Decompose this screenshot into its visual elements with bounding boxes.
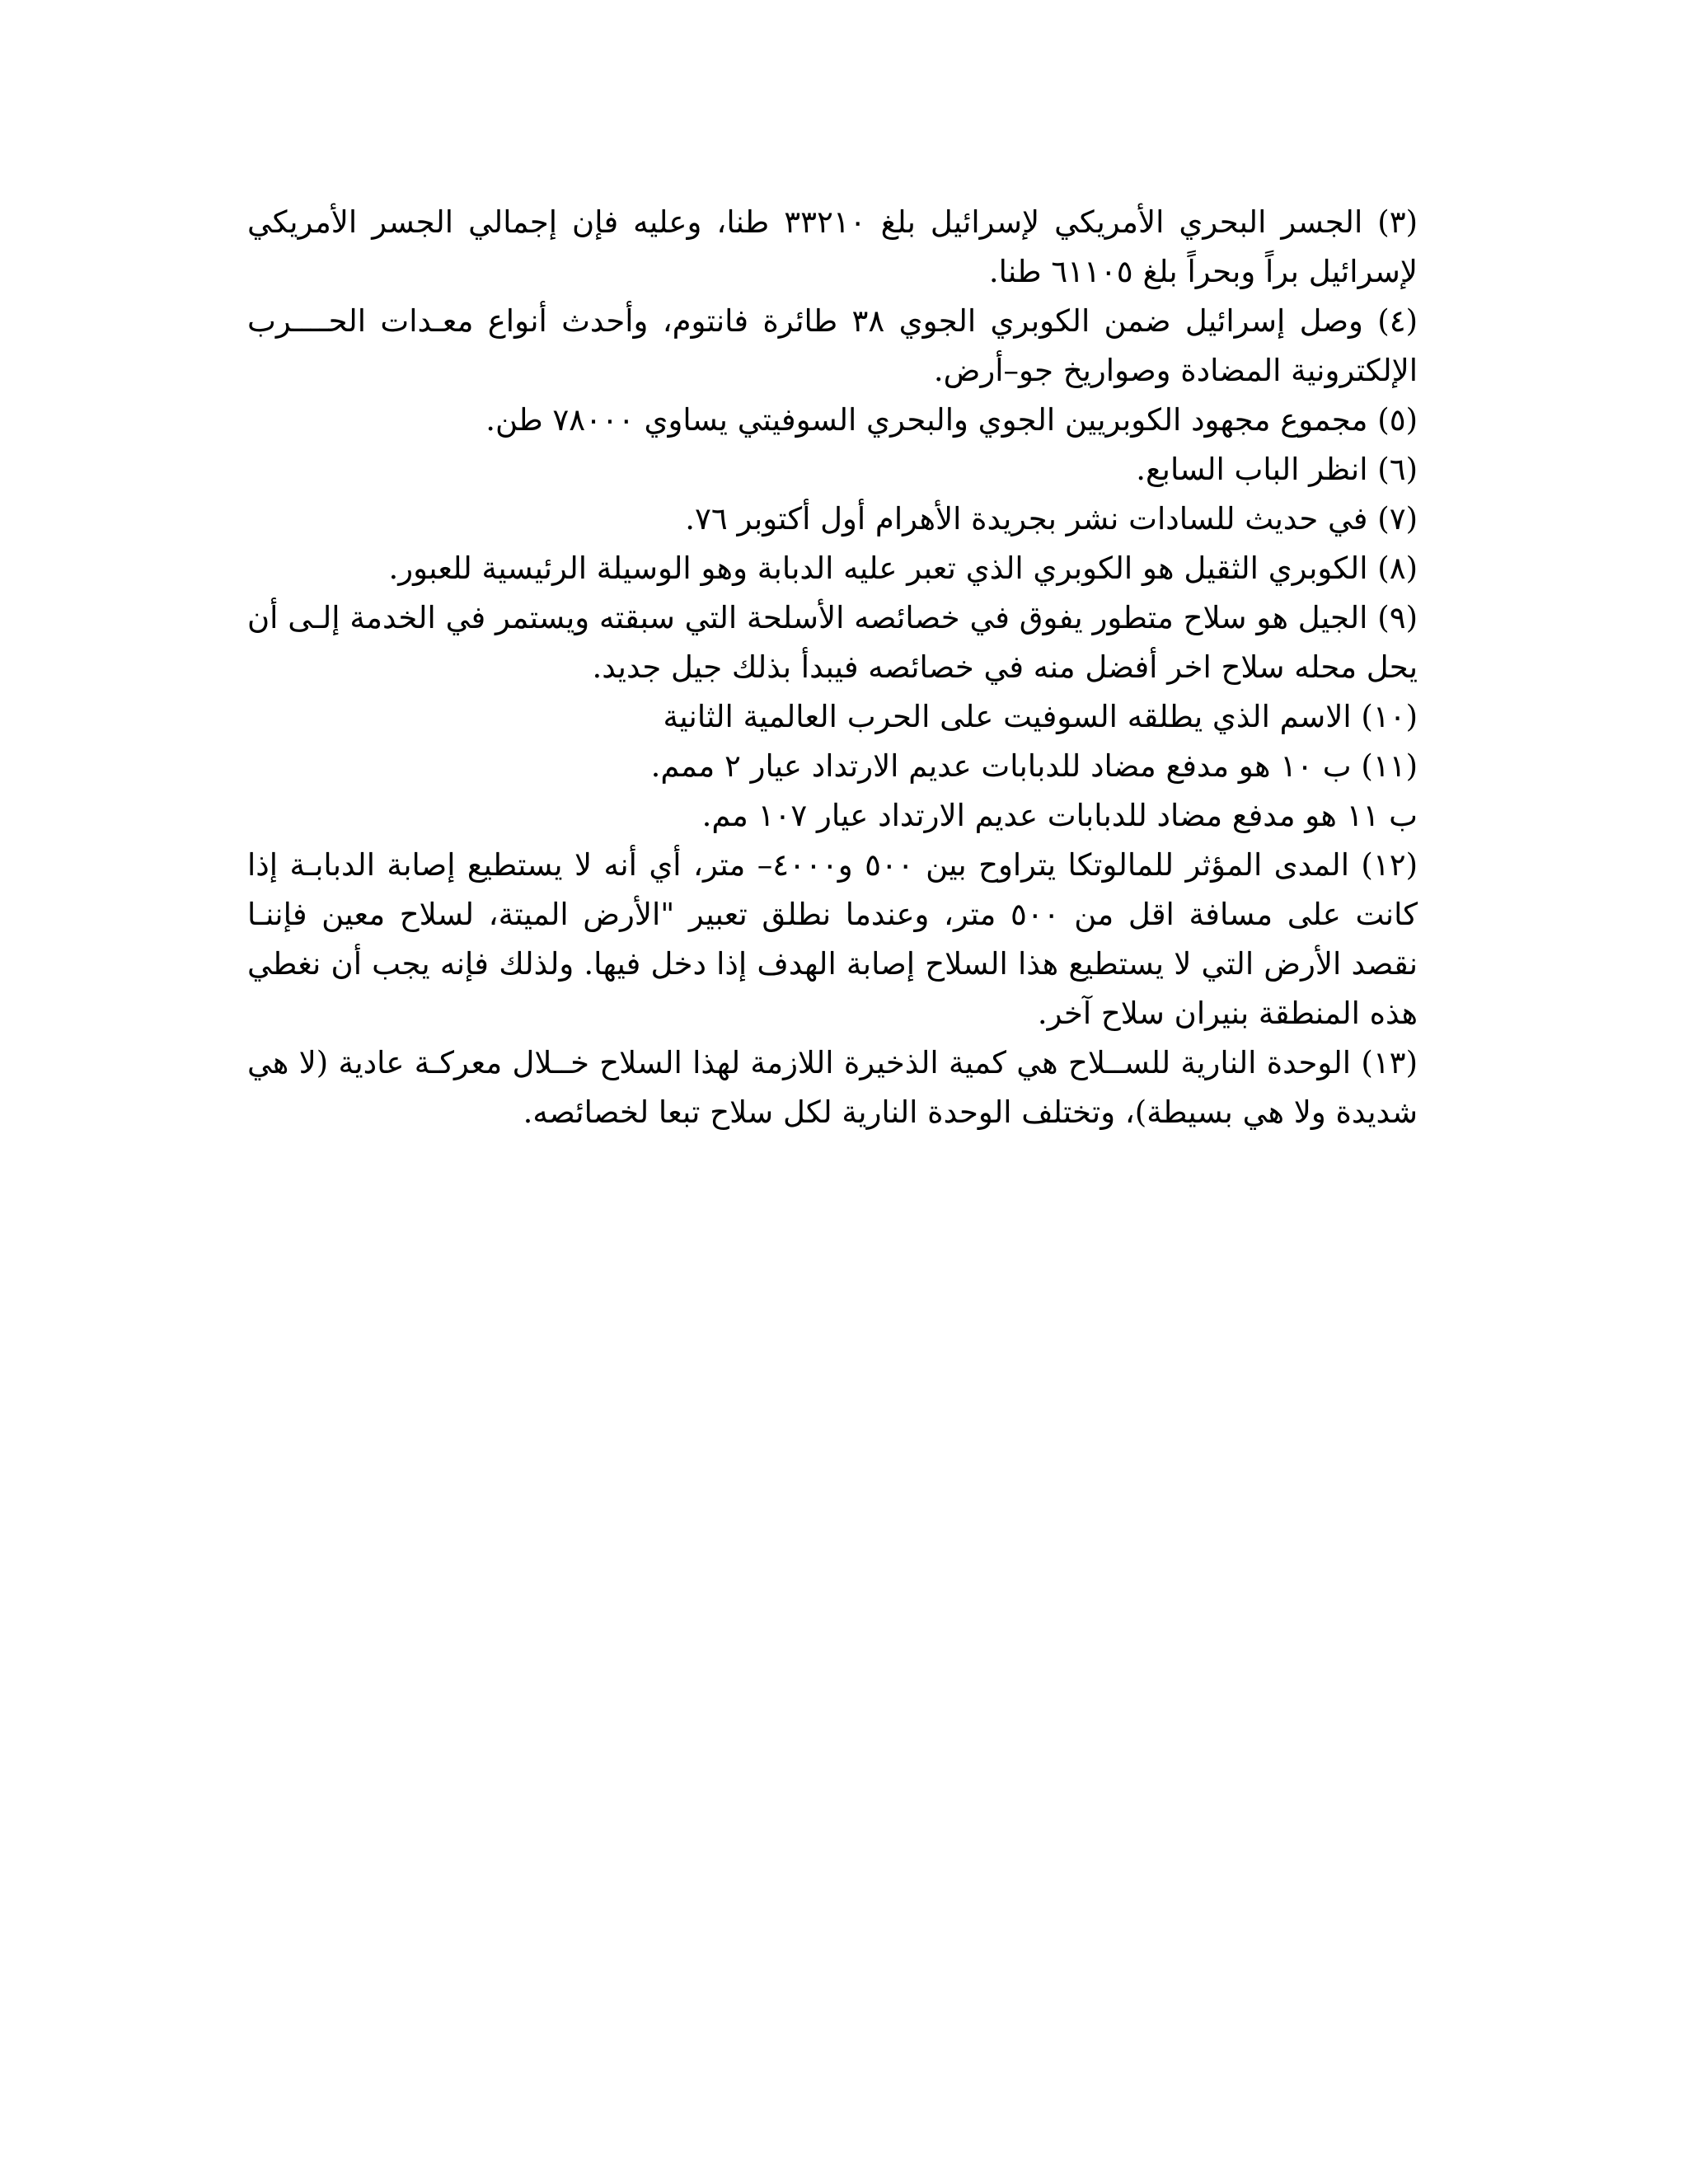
footnote-4: (٤) وصل إسرائيل ضمن الكوبري الجوي ٣٨ طائرة فانتوم، وأحدث أنواع معـدات الحــــرب الإلكترونية المضادة وصواريخ جو–أرض. [247, 303, 1418, 388]
footnote-11: (١١) ب ١٠ هو مدفع مضاد للدبابات عديم الارتداد عيار ٢ ممم. [650, 748, 1418, 784]
footnote-13: (١٣) الوحدة النارية للســلاح هي كمية الذخيرة اللازمة لهذا السلاح خــلال معركـة عادية (لا هي شديدة ولا هي بسيطة)، وتختلف الوحدة النارية لكل سلاح تبعا لخصائصه. [247, 1045, 1418, 1130]
footnote-3: (٣) الجسر البحري الأمريكي لإسرائيل بلغ ٣٣٢١٠ طنا، وعليه فإن إجمالي الجسر الأمريكي لإسرائيل براً وبحراً بلغ ٦١١٠٥ طنا. [247, 204, 1418, 289]
footnote-8: (٨) الكوبري الثقيل هو الكوبري الذي تعبر عليه الدبابة وهو الوسيلة الرئيسية للعبور. [388, 551, 1418, 586]
footnote-7: (٧) في حديث للسادات نشر بجريدة الأهرام أول أكتوبر ٧٦. [685, 501, 1418, 537]
footnote-10: (١٠) الاسم الذي يطلقه السوفيت على الحرب العالمية الثانية [663, 699, 1418, 734]
footnote-9: (٩) الجيل هو سلاح متطور يفوق في خصائصه الأسلحة التي سبقته ويستمر في الخدمة إلـى أن يحل محله سلاح اخر أفضل منه في خصائصه فيبدأ بذلك جيل جديد. [247, 600, 1418, 685]
footnote-6: (٦) انظر الباب السابع. [1136, 452, 1418, 487]
footnote-5: (٥) مجموع مجهود الكوبريين الجوي والبحري السوفيتي يساوي ٧٨٠٠٠ طن. [485, 402, 1418, 438]
footnote-11-continued: ب ١١ هو مدفع مضاد للدبابات عديم الارتداد عيار ١٠٧ مم. [701, 798, 1418, 833]
footnotes-block [247, 198, 1418, 1137]
footnote-12: (١٢) المدى المؤثر للمالوتكا يتراوح بين ٥٠٠ و٤٠٠٠– متر، أي أنه لا يستطيع إصابة الدبابـة إذا كانت على مسافة اقل من ٥٠٠ متر، وعندما نطلق تعبير "الأرض الميتة، لسلاح معين فإننـا نقصد الأرض التي لا يستطيع هذا السلاح إصابة الهدف إذا دخل فيها. ولذلك فإنه يجب أن نغطي هذه المنطقة بنيران سلاح آخر. [247, 847, 1418, 1031]
